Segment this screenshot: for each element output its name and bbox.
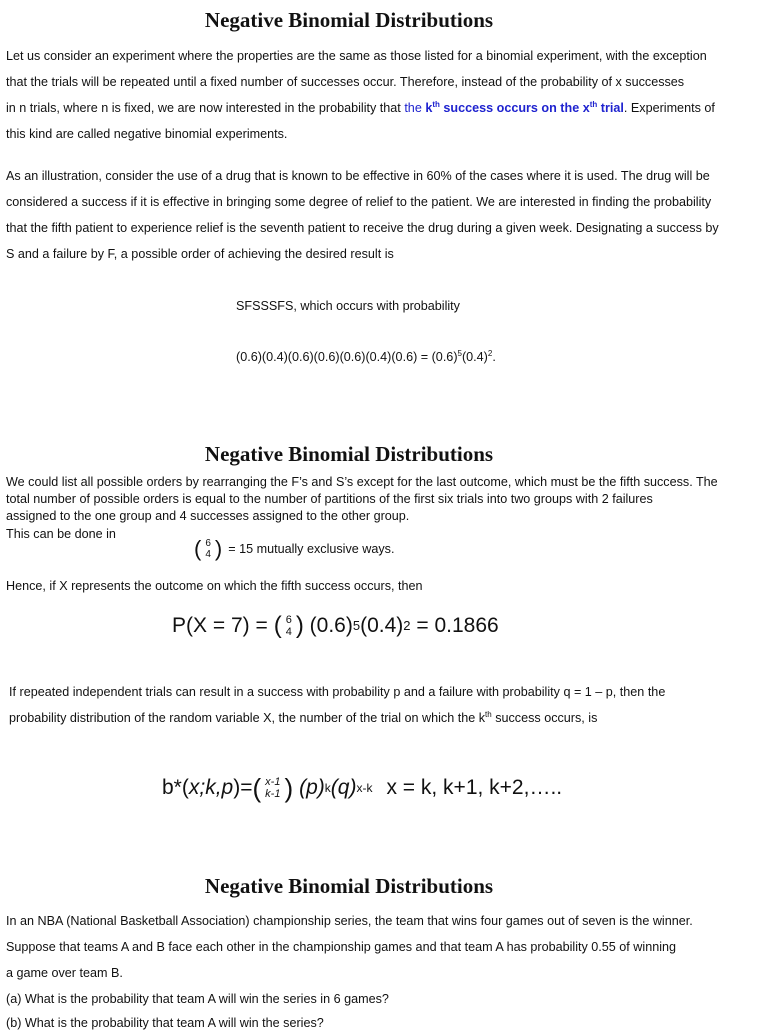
orders-line-2: total number of possible orders is equal to the number of partitions of the first six trials into two groups with 2 failures [6,492,653,506]
binomial-bottom: 4 [285,626,292,638]
drug-line-1: As an illustration, consider the use of a drug that is known to be effective in 60% of the cases where it is used. The drug will be [6,169,710,183]
formula-term: (0.6) [303,614,353,637]
binomial-result-text: = 15 mutually exclusive ways. [228,542,395,556]
highlight-success-text: success occurs on the x [439,101,590,115]
intro-line-2: that the trials will be repeated until a fixed number of successes occur. Therefore, instead of the probability of x successes [6,75,685,89]
th-superscript: th [485,709,492,719]
right-paren: ) [284,773,294,803]
formula-equals: )= [233,776,253,799]
nba-line-1: In an NBA (National Basketball Association) championship series, the team that wins four games out of seven is the winner. [6,914,693,928]
sequence-text: SFSSSFS, which occurs with probability [236,299,460,313]
binomial-bottom: 4 [205,549,211,560]
intro-line-3-text: in n trials, where n is fixed, we are now interested in the probability that [6,101,405,115]
formula-p: (p) [299,776,325,799]
question-a: (a) What is the probability that team A will win the series in 6 games? [6,992,389,1006]
binomial-stack [205,538,211,560]
general-line-1: If repeated independent trials can result in a success with probability p and a failure with probability q = 1 – p, then the [9,685,666,699]
highlight-the: the [404,101,426,115]
intro-line-1: Let us consider an experiment where the properties are the same as those listed for a binomial experiment, with the exception [6,49,707,63]
formula-range: x = k, k+1, k+2,….. [386,776,563,799]
period: . [492,350,496,364]
intro-line-4: this kind are called negative binomial experiments. [6,127,288,141]
exponent: 5 [457,348,462,358]
right-paren: ) [214,536,223,561]
product-text: (0.6)(0.4)(0.6)(0.6)(0.6)(0.4)(0.6) = (0.6) [236,350,458,364]
orders-line-1: We could list all possible orders by rearranging the F’s and S’s except for the last outcome, which must be the fifth success. The [6,475,718,489]
hence-line: Hence, if X represents the outcome on which the fifth success occurs, then [6,579,423,593]
highlight-kth [425,101,624,115]
general-text: probability distribution of the random variable X, the number of the trial on which the k [9,711,486,725]
nba-line-2: Suppose that teams A and B face each other in the championship games and that team A has probability 0.55 of winning [6,940,677,954]
th-superscript: th [432,99,440,109]
binomial-top: 6 [205,538,211,549]
section-title-2: Negative Binomial Distributions [204,442,494,466]
binomial-top: 6 [285,614,292,626]
formula-term: (0.4) [360,614,404,637]
drug-line-2: considered a success if it is effective in bringing some degree of relief to the patient. We are interested in finding the probability [6,195,712,209]
probability-product [236,344,636,370]
formula-result: = 0.1866 [410,614,499,637]
section-title-3: Negative Binomial Distributions [204,874,494,898]
general-text: success occurs, is [491,711,598,725]
left-paren: ( [252,773,262,803]
negative-binomial-formula: b*( x;k,p )= ( x-1 k-1 ) (p) k (q) x-k x = k, k+1, k+2,….. [162,773,563,803]
section-title-1: Negative Binomial Distributions [204,8,494,32]
intro-line-3 [6,95,762,121]
formula-args: x;k,p [188,776,234,799]
question-b: (b) What is the probability that team A will win the series? [6,1016,324,1030]
orders-line-3: assigned to the one group and 4 successes assigned to the other group. [6,509,410,523]
left-paren: ( [273,612,282,639]
k-symbol: k [425,101,433,115]
intro-line-3-end: . Experiments of [623,101,715,115]
binomial-stack [265,776,280,800]
product-text: (0.4) [461,350,488,364]
binomial-stack [286,614,292,638]
formula-p-x-7: P(X = 7) = ( 6 4 ) (0.6) 5 (0.4) 2 = 0.1866 [172,612,499,639]
general-line-2 [9,705,765,731]
formula-q: (q) [330,776,357,799]
drug-line-3: that the fifth patient to experience relief is the seventh patient to receive the drug during a given week. Designating a success by [6,221,719,235]
exponent: 2 [487,348,493,358]
left-paren: ( [194,536,202,561]
binomial-bottom: k-1 [265,788,281,800]
right-paren: ) [295,612,304,639]
th-superscript: th [589,99,598,109]
highlight-trial: trial [597,101,624,115]
orders-line-4: This can be done in [6,527,116,541]
binomial-coefficient-6-4 [194,538,394,560]
nba-line-3: a game over team B. [6,966,123,980]
formula-lhs: P(X = 7) = [172,614,268,637]
binomial-top: x-1 [265,776,281,788]
drug-line-4: S and a failure by F, a possible order of achieving the desired result is [6,247,394,261]
formula-b-star: b*( [162,776,189,799]
